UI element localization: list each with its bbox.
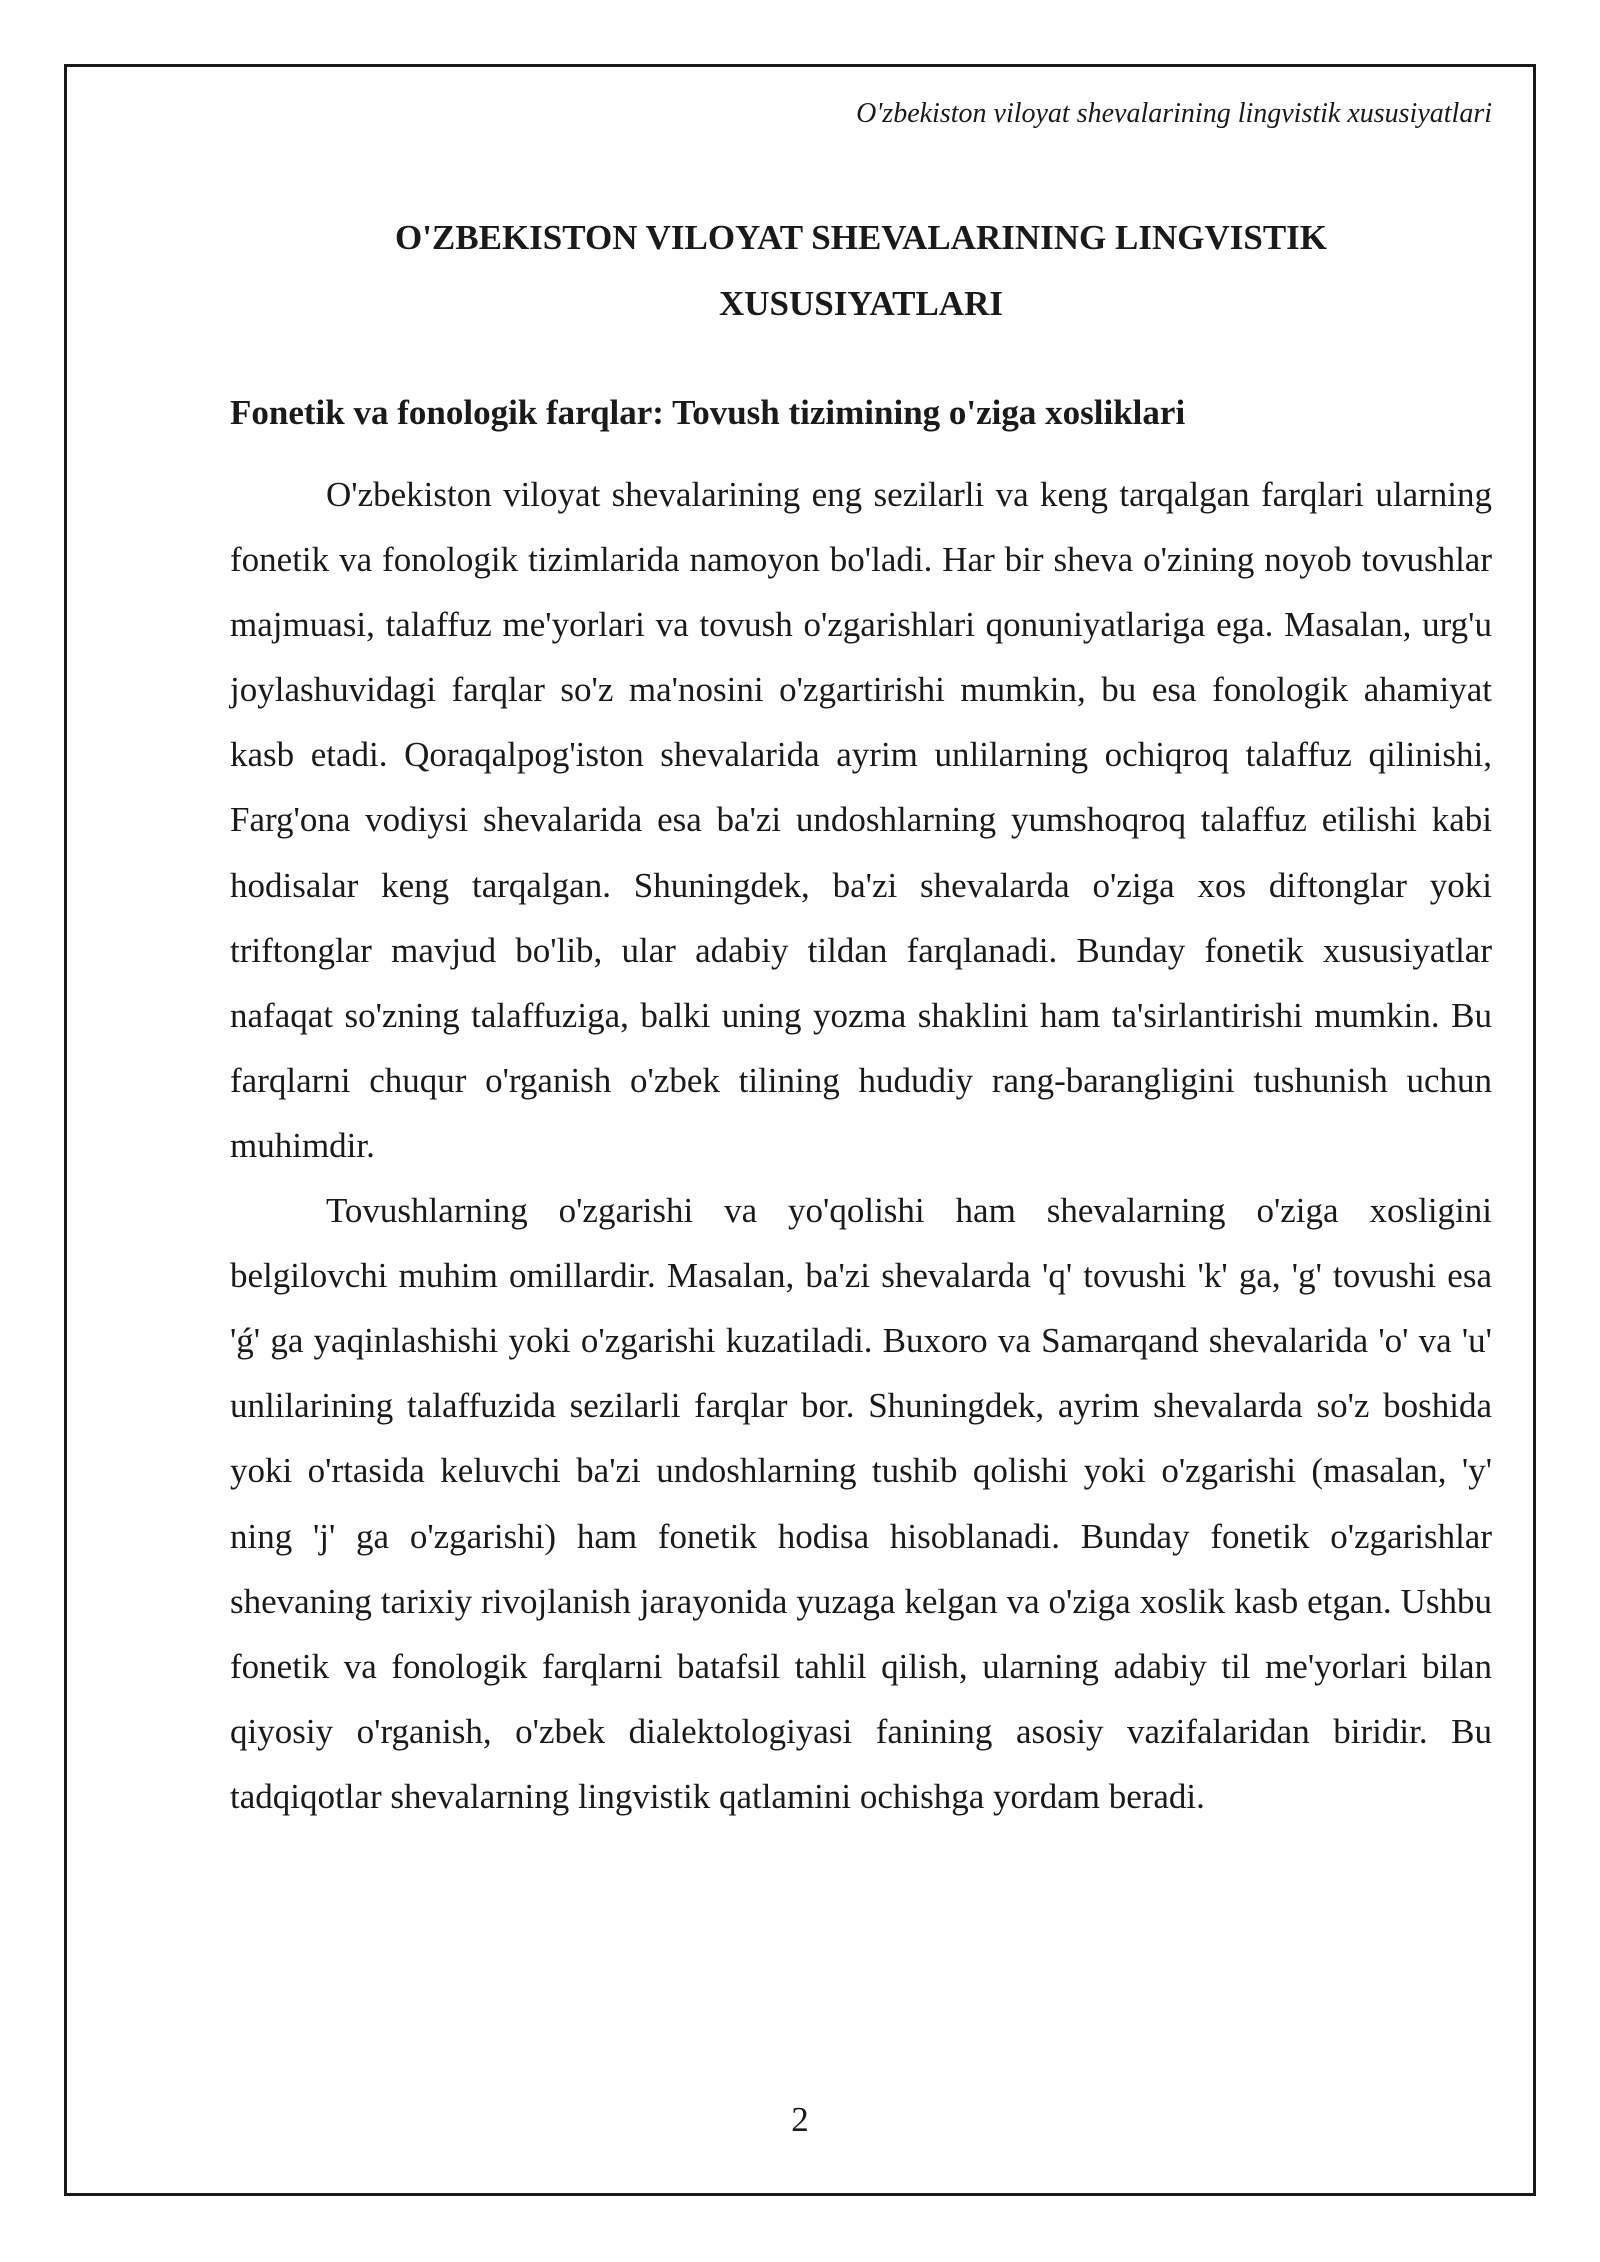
- document-title: [230, 205, 1492, 337]
- paragraph-1: O'zbekiston viloyat shevalarining eng sezilarli va keng tarqalgan farqlari ularning fonetik va fonologik tizimlarida namoyon bo'ladi. Har bir sheva o'zining noyob tovushlar majmuasi, talaffuz me'yorlari va tovush o'zgarishlari qonuniyatlariga ega. Masalan, urg'u joylashuvidagi farqlar so'z ma'nosini o'zgartirishi mumkin, bu esa fonologik ahamiyat kasb etadi. Qoraqalpog'iston shevalarida ayrim unlilarning ochiqroq talaffuz qilinishi, Farg'ona vodiysi shevalarida esa ba'zi undoshlarning yumshoqroq talaffuz etilishi kabi hodisalar keng tarqalgan. Shuningdek, ba'zi shevalarda o'ziga xos diftonglar yoki triftonglar mavjud bo'lib, ular adabiy tildan farqlanadi. Bunday fonetik xususiyatlar nafaqat so'zning talaffuziga, balki uning yozma shaklini ham ta'sirlantirishi mumkin. Bu farqlarni chuqur o'rganish o'zbek tilining hududiy rang-barangligini tushunish uchun muhimdir.: [230, 475, 1492, 1165]
- document-title-line-1: O'ZBEKISTON VILOYAT SHEVALARINING LINGVISTIK: [394, 218, 1328, 257]
- body-text: [230, 462, 1492, 1829]
- paragraph-2: Tovushlarning o'zgarishi va yo'qolishi ham shevalarning o'ziga xosligini belgilovchi muhim omillardir. Masalan, ba'zi shevalarda 'q' tovushi 'k' ga, 'g' tovushi esa 'ǵ' ga yaqinlashishi yoki o'zgarishi kuzatiladi. Buxoro va Samarqand shevalarida 'o' va 'u' unlilarining talaffuzida sezilarli farqlar bor. Shuningdek, ayrim shevalarda so'z boshida yoki o'rtasida keluvchi ba'zi undoshlarning tushib qolishi yoki o'zgarishi (masalan, 'y' ning 'j' ga o'zgarishi) ham fonetik hodisa hisoblanadi. Bunday fonetik o'zgarishlar shevaning tarixiy rivojlanish jarayonida yuzaga kelgan va o'ziga xoslik kasb etgan. Ushbu fonetik va fonologik farqlarni batafsil tahlil qilish, ularning adabiy til me'yorlari bilan qiyosiy o'rganish, o'zbek dialektologiyasi fanining asosiy vazifalaridan biridir. Bu tadqiqotlar shevalarning lingvistik qatlamini ochishga yordam beradi.: [230, 1191, 1492, 1816]
- document-title-line-2: XUSUSIYATLARI: [719, 284, 1003, 323]
- section-heading: Fonetik va fonologik farqlar: Tovush tizimining o'ziga xosliklari: [230, 393, 1186, 432]
- running-header: O'zbekiston viloyat shevalarining lingvistik xususiyatlari: [856, 98, 1492, 129]
- page-number: 2: [791, 2100, 809, 2139]
